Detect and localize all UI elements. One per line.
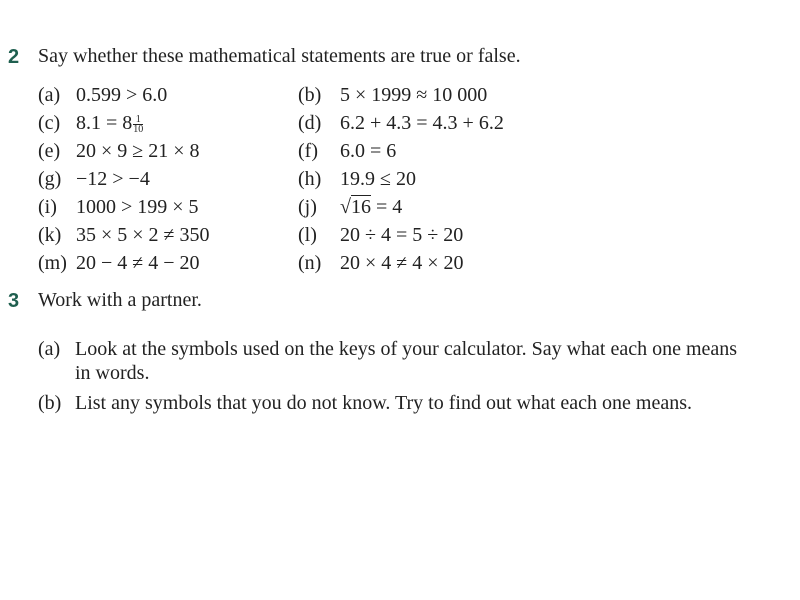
fraction [133, 115, 143, 134]
statement-expression [340, 112, 504, 135]
expression-text: 20 × 9 ≥ 21 × 8 [76, 140, 200, 162]
item-label: (b) [298, 84, 322, 106]
sub-question-a [38, 338, 738, 361]
expression-text: 1000 > 199 × 5 [76, 196, 199, 218]
fraction-numerator: 1 [133, 115, 143, 125]
item-label: (h) [298, 168, 322, 190]
fraction-denominator: 10 [133, 123, 144, 135]
question-text: Work with a partner. [38, 289, 202, 311]
expression-text: 20 × 4 ≠ 4 × 20 [340, 252, 464, 274]
item-label: (i) [38, 196, 57, 218]
statement-expression [340, 84, 487, 107]
item-label: (f) [298, 140, 318, 162]
question-text: Say whether these mathematical statements are true or false. [38, 45, 521, 67]
item-label: (d) [298, 112, 322, 134]
expression-text: 8.1 = 8 [76, 112, 133, 134]
item-text-continued: in words. [75, 362, 150, 384]
expression-text: 5 × 1999 ≈ 10 000 [340, 84, 488, 106]
statement-expression [76, 140, 200, 163]
question-number: 2 [8, 46, 20, 68]
statement-expression [76, 84, 167, 107]
item-text: Look at the symbols used on the keys of your calculator. Say what each one means [75, 338, 738, 360]
statement-expression [340, 168, 416, 191]
sub-question-b [38, 392, 692, 415]
item-text: List any symbols that you do not know. Try to find out what each one means. [75, 392, 692, 414]
radicand: 16 [350, 196, 371, 218]
item-label: (g) [38, 168, 62, 190]
item-label: (b) [38, 392, 62, 414]
expression-text: = 4 [370, 196, 403, 218]
statement-expression [340, 196, 402, 219]
statement-expression [76, 168, 150, 191]
expression-text: 0.599 > 6.0 [76, 84, 168, 106]
item-label: (n) [298, 252, 322, 274]
expression-text: 35 × 5 × 2 ≠ 350 [76, 224, 210, 246]
item-label: (c) [38, 112, 61, 134]
expression-text: 20 − 4 ≠ 4 − 20 [76, 252, 200, 274]
question-number: 3 [8, 290, 20, 312]
statement-expression [76, 252, 200, 275]
expression-text: 6.2 + 4.3 = 4.3 + 6.2 [340, 112, 504, 134]
expression-text: −12 > −4 [76, 168, 150, 190]
item-label: (j) [298, 196, 317, 218]
item-label: (a) [38, 338, 61, 360]
statement-expression [76, 112, 143, 135]
square-root [340, 196, 371, 219]
statement-expression [340, 224, 463, 247]
statement-expression [340, 140, 396, 163]
item-label: (m) [38, 252, 67, 274]
statement-expression [76, 196, 199, 219]
statement-expression [76, 224, 210, 247]
item-label: (l) [298, 224, 317, 246]
item-label: (a) [38, 84, 61, 106]
item-label: (k) [38, 224, 62, 246]
expression-text: 20 ÷ 4 = 5 ÷ 20 [340, 224, 464, 246]
sqrt-sign: √ [340, 196, 351, 218]
item-label: (e) [38, 140, 61, 162]
expression-text: 19.9 ≤ 20 [340, 168, 416, 190]
statement-expression [340, 252, 464, 275]
expression-text: 6.0 = 6 [340, 140, 397, 162]
